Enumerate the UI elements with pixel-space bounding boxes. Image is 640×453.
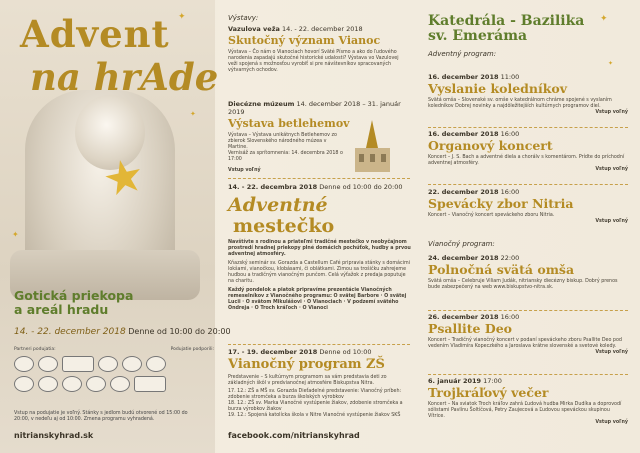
- program-line-2: 18. 12.: ZŠ sv. Marka Vianočné vystúpenie žiakov, zdobenie stromčeka a burza výrobkov žiakov: [228, 401, 403, 412]
- partner-logo: [14, 376, 34, 392]
- divider: [228, 344, 410, 345]
- event-meta: [428, 188, 628, 196]
- venue-subtitle-line2: a areál hradu: [14, 302, 109, 317]
- program-meta: [228, 348, 413, 356]
- event-title: Psallite Deo: [428, 321, 512, 336]
- page-title-line2: na hrAde: [30, 55, 219, 99]
- partner-logo: [122, 356, 142, 372]
- exhibition-2-place: Diecézne múzeum: [228, 100, 295, 108]
- exhibitions-free-entry: Vstup voľný: [228, 168, 261, 173]
- cathedral-event-2: [428, 130, 628, 173]
- advent-market-section: [228, 183, 413, 312]
- divider: [428, 127, 628, 128]
- event-desc: Koncert – Tradičný vianočný koncert v podaní speváckeho zboru Psallite Deo pod vedením Vladimíra Kopeczkého a Jaroslava krátne slovenské a svetové koledy.: [428, 338, 622, 349]
- event-date: 22. december 2018: [428, 188, 499, 196]
- partner-logo: [38, 356, 58, 372]
- website-link[interactable]: nitrianskyhrad.sk: [14, 431, 94, 440]
- partner-logo: [38, 376, 58, 392]
- event-dates: [14, 327, 231, 337]
- market-desc: Navštívte s rodinou a priateľmi tradičné mestečko v neobyčajnom prostredí hradnej priekopy plné domácich pochúťok, hudby a prvou adventnej atmosféry.: [228, 240, 411, 257]
- market-meta: [228, 183, 413, 191]
- partner-logo: [62, 356, 94, 372]
- media-label: Podujatie podporili:: [170, 347, 214, 352]
- exhibition-1-place: Vazulova veža: [228, 25, 280, 33]
- event-title: Vyslanie koledníkov: [428, 81, 568, 96]
- christmas-program-heading-wrap: [428, 240, 628, 248]
- program-desc: Predstavenie – S kultúrnym programom sa vám predstavia deti zo základných škôl v predvianočnej atmosfére Biskupstva Nitra.: [228, 375, 387, 386]
- event-date: 24. december 2018: [428, 254, 499, 262]
- event-time: 16:00: [500, 188, 520, 196]
- event-date: 14. - 22. december 2018: [14, 327, 126, 337]
- divider: [428, 310, 628, 311]
- event-free-entry: Vstup voľný: [595, 350, 628, 355]
- exhibition-1-date: 14. - 22. december 2018: [281, 25, 363, 33]
- cathedral-event-3: [428, 188, 628, 225]
- cathedral-section: [428, 14, 628, 58]
- star-icon: ✦: [12, 230, 19, 239]
- exhibition-2-meta: [228, 100, 408, 116]
- partners-label: Partneri podujatia:: [14, 347, 56, 352]
- partner-logo: [86, 376, 106, 392]
- event-hours: Denne od 10:00 do 20:00: [128, 327, 231, 336]
- event-title: Spevácky zbor Nitria: [428, 196, 574, 211]
- golden-star-icon: ★: [97, 146, 150, 208]
- event-date: 6. január 2019: [428, 377, 482, 385]
- event-time: 16:00: [500, 313, 520, 321]
- exhibition-1-desc: Výstava – Čo nám o Vianociach hovorí Sväté Písmo a ako do ľudového narodenia zapadajú skutočné historické udalosti? Výstava vo Vazulovej veži spojená s možnosťou vyrobiť si pre návštevníkov spracovaných výtvarných ochodov.: [228, 50, 399, 73]
- event-meta: [428, 377, 628, 385]
- school-program-section: [228, 348, 413, 419]
- facebook-link[interactable]: facebook.com/nitrianskyhrad: [228, 431, 360, 440]
- market-title-line1: Adventné: [228, 194, 328, 216]
- venue-subtitle-line1: Gotická priekopa: [14, 288, 134, 303]
- event-date: 16. december 2018: [428, 73, 499, 81]
- exhibition-2-desc: Výstava – Výstava unikátnych Betlehemov zo zbierok Slovenského národného múzea v Martine.: [228, 133, 337, 150]
- market-title-line2: mestečko: [233, 215, 335, 237]
- event-free-entry: Vstup voľný: [595, 219, 628, 224]
- exhibition-2-title: Výstava betlehemov: [228, 117, 350, 130]
- event-desc: Koncert – Na sviatok Troch kráľov zahrá Ľudová hudba Mirka Dudíka a doprovodí sólistami Pavlínu Šoltíčová, Petry Zaujecová a Ľudovou speváckou skupinou Vítrice.: [428, 402, 622, 419]
- cathedral-event-6: [428, 377, 628, 426]
- partner-logo: [134, 376, 166, 392]
- divider: [228, 178, 410, 179]
- partner-logo: [110, 376, 130, 392]
- page-title-line1: Advent: [20, 12, 170, 56]
- event-desc: Koncert – J. S. Bach a adventné diela a chorálv s komentárom. Prídte do príchodní adventnej atmosféry.: [428, 155, 625, 166]
- event-time: 11:00: [500, 73, 520, 81]
- market-date: 14. - 22. decembra 2018: [228, 183, 318, 191]
- cathedral-event-4: [428, 254, 628, 291]
- partner-logos: [14, 376, 214, 392]
- event-time: 22:00: [500, 254, 520, 262]
- star-icon: ✦: [190, 110, 196, 118]
- event-meta: [428, 313, 628, 321]
- partners-section: [14, 347, 214, 392]
- event-title: Polnočná svätá omša: [428, 262, 575, 277]
- cathedral-event-5: [428, 313, 628, 356]
- exhibitions-section: [228, 14, 408, 74]
- event-time: 16:00: [500, 130, 520, 138]
- event-desc: Svätá omša – Slovenské sv. omše v katedrálnom chráme spojené s vyslaním koledníkov Dobrej novinky a najdôležitejších kultúrnych programov diel.: [428, 98, 612, 109]
- advent-program-heading: Adventný program:: [428, 50, 497, 58]
- partner-logo: [98, 356, 118, 372]
- footnote: Vstup na podujatie je voľný. Stánky s jedlom budú otvorené od 15:00 do 20:00, v nedeľu aj od 10:00. Zmena programu vyhradená.: [14, 411, 188, 422]
- market-hours: Denne od 10:00 do 20:00: [319, 183, 403, 191]
- cathedral-heading-line2: sv. Emeráma: [428, 28, 528, 44]
- event-meta: [428, 130, 628, 138]
- partner-logos: [14, 356, 214, 372]
- star-icon: ✦: [178, 12, 186, 22]
- cathedral-heading-line1: Katedrála - Bazilika: [428, 13, 585, 29]
- partner-logo: [62, 376, 82, 392]
- market-desc-2: Kňazský seminár sv. Gorazda a Castellum Café pripravia stánky s domácimi lokšami, vianočkou, klobásami, či oblátkami. Zimou sa trošičku zahrejeme hudbou a tradičným vianočným punčom. Celá výťažok z predaja poputuje na charitu.: [228, 261, 410, 284]
- nativity-church-icon: [345, 118, 400, 173]
- event-desc: Koncert – Vianočný koncert speváckeho zboru Nitria.: [428, 213, 555, 218]
- partner-logo: [146, 356, 166, 372]
- event-desc: Svätá omša – Celebruje Viliam Judák, nitriansky diecézny biskup. Dobrý prenos bude zabezpečený na web www.biskupstvo-nitra.sk.: [428, 279, 618, 290]
- partner-logo: [14, 356, 34, 372]
- event-date: 16. december 2018: [428, 130, 499, 138]
- market-desc-3: Každý pondelok a piatok pripravíme prezentácie Vianočných remeselníkov z Vianočného programu: O svätej Barbore · O svätej Lucii · O svätom Mikulášovi · O Vianociach · V podzemí svätého Ondreja · O Troch kráľoch · O Vianoci: [228, 288, 407, 311]
- event-free-entry: Vstup voľný: [595, 420, 628, 425]
- program-date: 17. - 19. december 2018: [228, 348, 318, 356]
- event-title: Organový koncert: [428, 138, 553, 153]
- event-title: Trojkráľový večer: [428, 385, 549, 400]
- program-hours: Denne od 10:00: [319, 348, 372, 356]
- christmas-program-heading: Vianočný program:: [428, 240, 495, 248]
- program-title: Vianočný program ZŠ: [228, 357, 385, 372]
- exhibition-2-date: 14. december 2018 – 31. január 2019: [228, 100, 401, 116]
- star-icon: ✦: [608, 60, 614, 67]
- star-icon: ✦: [600, 14, 608, 24]
- event-date: 26. december 2018: [428, 313, 499, 321]
- program-line-3: 19. 12.: Spojená katolícka škola v Nitre Vianočné vystúpenie žiakov SKŠ: [228, 413, 401, 418]
- event-free-entry: Vstup voľný: [595, 167, 628, 172]
- event-time: 17:00: [483, 377, 502, 385]
- exhibition-2-opening: Vernisáž za sprítomnenia: 14. decembra 2018 o 17:00: [228, 151, 343, 162]
- exhibition-1-title: Skutočný význam Vianoc: [228, 34, 381, 47]
- exhibition-1-meta: [228, 25, 408, 33]
- event-meta: [428, 254, 628, 262]
- cathedral-event-1: [428, 73, 628, 116]
- event-free-entry: Vstup voľný: [595, 110, 628, 115]
- divider: [428, 184, 628, 185]
- event-meta: [428, 73, 628, 81]
- venue-subtitle: [14, 289, 133, 317]
- exhibitions-heading: Výstavy:: [228, 14, 259, 22]
- divider: [428, 374, 628, 375]
- program-line-1: 17. 12.: ZŠ a MŠ sv. Gorazda Dieťadelné predstavenie: Vianočný príbeh: zdobenie stromčeka a burza školských výrobkov: [228, 389, 402, 400]
